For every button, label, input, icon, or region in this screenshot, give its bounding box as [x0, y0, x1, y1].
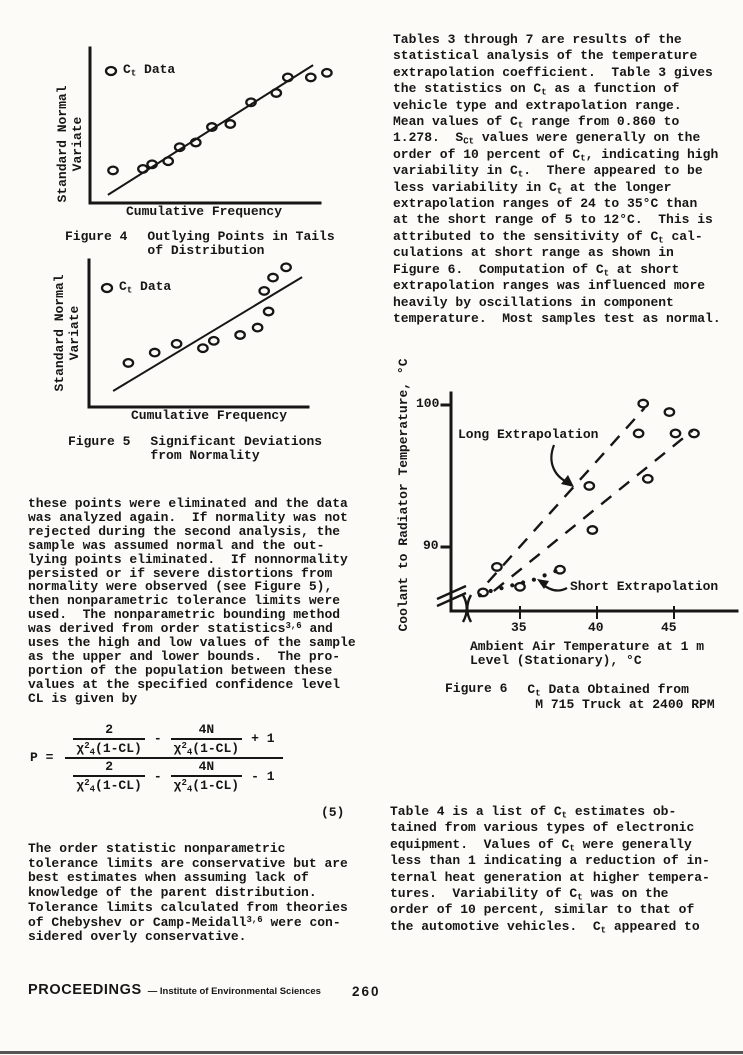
data-point [585, 482, 594, 490]
dotted-line-dot [532, 578, 536, 582]
equation-lhs: P = [30, 750, 54, 766]
trend-line [113, 277, 302, 391]
data-point [172, 340, 181, 348]
figure4-caption [65, 230, 335, 258]
legend-circle-icon [102, 284, 112, 292]
data-point [689, 430, 698, 438]
data-point [164, 157, 173, 165]
figure4-data [108, 62, 332, 195]
figure6-xtick-40: 40 [588, 620, 604, 635]
figure5-legend-label: $C_t$ Data [119, 279, 172, 296]
figure5-y-axis-label-text: Standard Normal Variate [52, 274, 82, 392]
page-footer [28, 984, 321, 999]
fraction-3-denominator: $\chi^2_4(1-CL)$ [73, 775, 144, 793]
dotted-line-dot [489, 589, 493, 593]
figure4-x-axis-label: Cumulative Frequency [126, 204, 283, 219]
figure4-y-axis-label-text: Standard Normal Variate [55, 85, 85, 203]
equation-main-fraction [65, 722, 282, 794]
data-point [478, 589, 487, 597]
fraction-2 [171, 723, 242, 756]
figure4-legend-label: $C_t$ Data [123, 62, 176, 79]
data-point [138, 165, 147, 173]
data-point [226, 120, 235, 128]
x-axis-break-icon [463, 595, 471, 622]
dotted-line-dot [499, 586, 503, 590]
data-point [272, 89, 281, 97]
data-point [515, 583, 524, 591]
data-point [253, 324, 262, 332]
equation-numerator [65, 722, 282, 757]
dotted-line-dot [543, 573, 547, 577]
data-point [671, 430, 680, 438]
data-point [260, 287, 269, 295]
figure6-x-axis-label: Ambient Air Temperature at 1 m Level (Stationary), °C [470, 639, 705, 668]
figure6-ytick-100: 100 [416, 396, 440, 411]
figure6-caption-text: $C_t$ Data Obtained from M 715 Truck at 2400 RPM [527, 682, 715, 712]
fraction-4 [171, 760, 242, 793]
figure5-caption-text: Significant Deviations from Normality [150, 434, 323, 463]
right-paragraph-1: Tables 3 through 7 are results of the statistical analysis of the temperature extrapolation coefficient. Table 3 gives the statistics on $C_t$ as a function of vehicle type and extrapolation range. Mean values of $C_t$ range from 0.860 to 1.278. $S_{Ct}$ values were generally on the order of 10 percent of $C_t$, indicating high variability in $C_t$. There appeared to be less variability in $C_t$ at the longer extrapolation ranges of 24 to 35°C than at the short range of 5 to 12°C. This is attributed to the sensitivity of $C_t$ cal- culations at short range as shown in Figure 6. Computation of $C_t$ at short extrapolation ranges was influenced more heavily by oscillations in component temperature. Most samples test as normal. [393, 32, 721, 326]
left-paragraph-1: these points were eliminated and the data was analyzed again. If normality was not rejected during the second analysis, the sample was assumed normal and the out- lying points eliminated. If nonnormality persisted or if severe distortions from normality were observed (see Figure 5), then nonparametric tolerance limits were used. The nonparametric bounding method was derived from order statistics$^{3,6}$ and uses the high and low values of the sample as the upper and lower bounds. The pro- portion of the population between these values at the specified confidence level CL is given by [28, 496, 356, 706]
figure5-caption [68, 435, 322, 463]
figure6 [390, 335, 743, 717]
data-point [283, 74, 292, 82]
fraction-3 [73, 760, 144, 793]
data-point [198, 344, 207, 352]
data-point [235, 331, 244, 339]
minus-operator: - [153, 768, 162, 784]
figure6-caption-label: Figure 6 [445, 681, 508, 696]
data-point [634, 430, 643, 438]
data-point [588, 526, 597, 534]
fraction-4-denominator: $\chi^2_4(1-CL)$ [171, 775, 242, 793]
figure5-y-axis-label [52, 253, 82, 413]
figure6-ytick-90: 90 [423, 538, 439, 553]
figure5 [40, 256, 370, 428]
figure4-y-axis-label [55, 64, 85, 224]
left-paragraph-2: The order statistic nonparametric tolerance limits are conservative but are best estimates when assuming lack of knowledge of the parent distribution. Tolerance limits calculated from theories of Chebyshev or Camp-Meidall$^{3,6}$ were con- sidered overly conservative. [28, 841, 348, 945]
figure6-xtick-35: 35 [511, 620, 527, 635]
figure6-y-axis-label [396, 350, 416, 640]
figure4-caption-text: Outlying Points in Tails of Distribution [147, 229, 335, 258]
data-point [124, 359, 133, 367]
long-extrapolation-annotation: Long Extrapolation [458, 427, 599, 442]
fraction-2-denominator: $\chi^2_4(1-CL)$ [171, 738, 242, 756]
data-point [281, 264, 290, 272]
figure5-caption-label: Figure 5 [68, 434, 131, 449]
figure4-caption-label: Figure 4 [65, 229, 128, 244]
minus-operator: - [153, 731, 162, 747]
fraction-1 [73, 723, 144, 756]
equation-denominator [65, 759, 282, 794]
footer-affiliation: — Institute of Environmental Sciences [147, 986, 321, 997]
fraction-4-numerator: 4N [198, 759, 215, 775]
data-point [268, 274, 277, 282]
data-point [264, 308, 273, 316]
figure5-plot [40, 256, 370, 428]
scan-edge-line [0, 1051, 743, 1054]
page-number: 260 [352, 984, 381, 999]
data-point [492, 563, 501, 571]
fraction-3-numerator: 2 [105, 759, 114, 775]
figure6-y-axis-label-text: Coolant to Radiator Temperature, °C [396, 358, 411, 632]
data-point [108, 167, 117, 175]
proceedings-brand: PROCEEDINGS [28, 982, 142, 998]
data-point [306, 74, 315, 82]
fraction-1-denominator: $\chi^2_4(1-CL)$ [73, 738, 144, 756]
right-paragraph-2: Table 4 is a list of $C_t$ estimates ob- tained from various types of electronic equipment. Values of $C_t$ were generally less than 1 indicating a reduction of in- ternal heat generation at higher tempera- tures. Variability of $C_t$ was on the order of 10 percent, similar to that of the automotive vehicles. $C_t$ appeared to [390, 804, 710, 936]
denominator-tail: - 1 [251, 768, 275, 784]
trend-line [494, 431, 693, 591]
data-point [209, 337, 218, 345]
figure6-caption [445, 682, 715, 712]
figure5-x-axis-label: Cumulative Frequency [131, 408, 288, 423]
dotted-line-dot [510, 583, 514, 587]
data-point [643, 475, 652, 483]
equation-number: (5) [321, 805, 345, 820]
data-point [150, 349, 159, 357]
fraction-1-numerator: 2 [105, 722, 114, 737]
numerator-tail: + 1 [251, 731, 275, 747]
data-point [639, 400, 648, 408]
figure4-plot [40, 40, 370, 222]
fraction-2-numerator: 4N [198, 722, 215, 737]
figure4 [40, 40, 370, 222]
data-point [322, 69, 331, 77]
legend-circle-icon [106, 67, 116, 75]
short-extrapolation-annotation: Short Extrapolation [570, 579, 719, 594]
data-point [665, 408, 674, 416]
figure6-xtick-45: 45 [661, 620, 677, 635]
equation-5 [30, 722, 283, 794]
